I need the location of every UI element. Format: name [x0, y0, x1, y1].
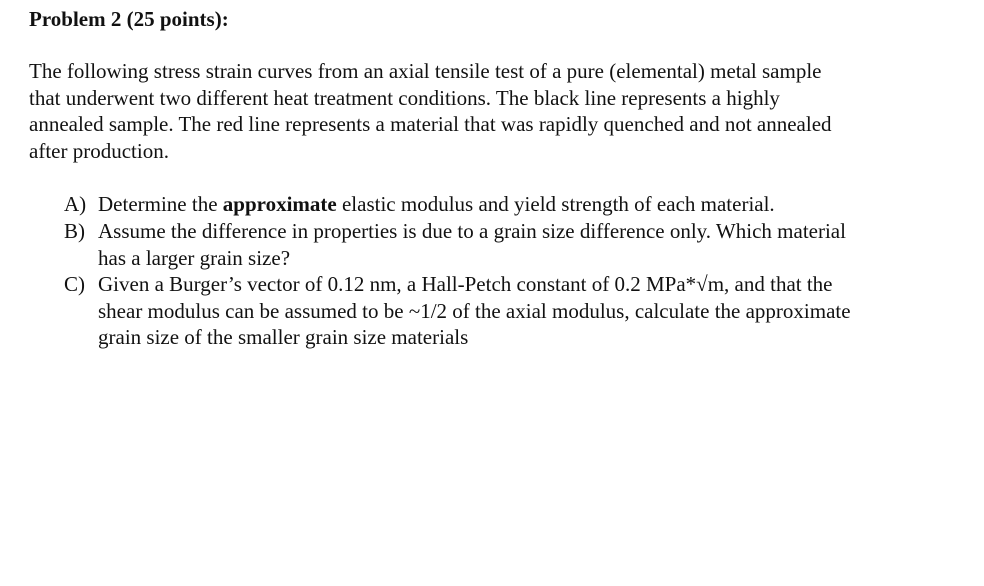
- question-c-line: grain size of the smaller grain size materials: [98, 325, 469, 349]
- question-b-text: [98, 218, 978, 271]
- question-b-line: has a larger grain size?: [98, 245, 291, 270]
- problem-intro: [29, 58, 959, 164]
- question-b-line: Assume the difference in properties is due to a grain size difference only. Which material: [98, 219, 846, 243]
- question-a-pre: Determine the: [98, 192, 223, 216]
- question-a-line: [98, 191, 978, 218]
- question-a-emphasis: approximate: [222, 192, 337, 216]
- question-a-letter: A): [64, 192, 87, 216]
- question-b-letter: B): [64, 219, 85, 243]
- question-a-post: elastic modulus and yield strength of each material.: [336, 192, 775, 216]
- question-c-line: Given a Burger’s vector of 0.12 nm, a Hall-Petch constant of 0.2 MPa*√m, and that the: [98, 272, 833, 296]
- intro-line: that underwent two different heat treatment conditions. The black line represents a highly: [29, 85, 780, 110]
- intro-line: after production.: [29, 138, 169, 163]
- intro-line: annealed sample. The red line represents a material that was rapidly quenched and not annealed: [29, 112, 832, 136]
- question-c-line: shear modulus can be assumed to be ~1/2 of the axial modulus, calculate the approximate: [98, 298, 851, 323]
- question-c-letter: C): [64, 272, 85, 296]
- question-a-text: [98, 191, 978, 218]
- question-c-text: [98, 271, 978, 351]
- intro-line: The following stress strain curves from an axial tensile test of a pure (elemental) metal sample: [29, 59, 822, 83]
- problem-title: Problem 2 (25 points):: [29, 7, 229, 31]
